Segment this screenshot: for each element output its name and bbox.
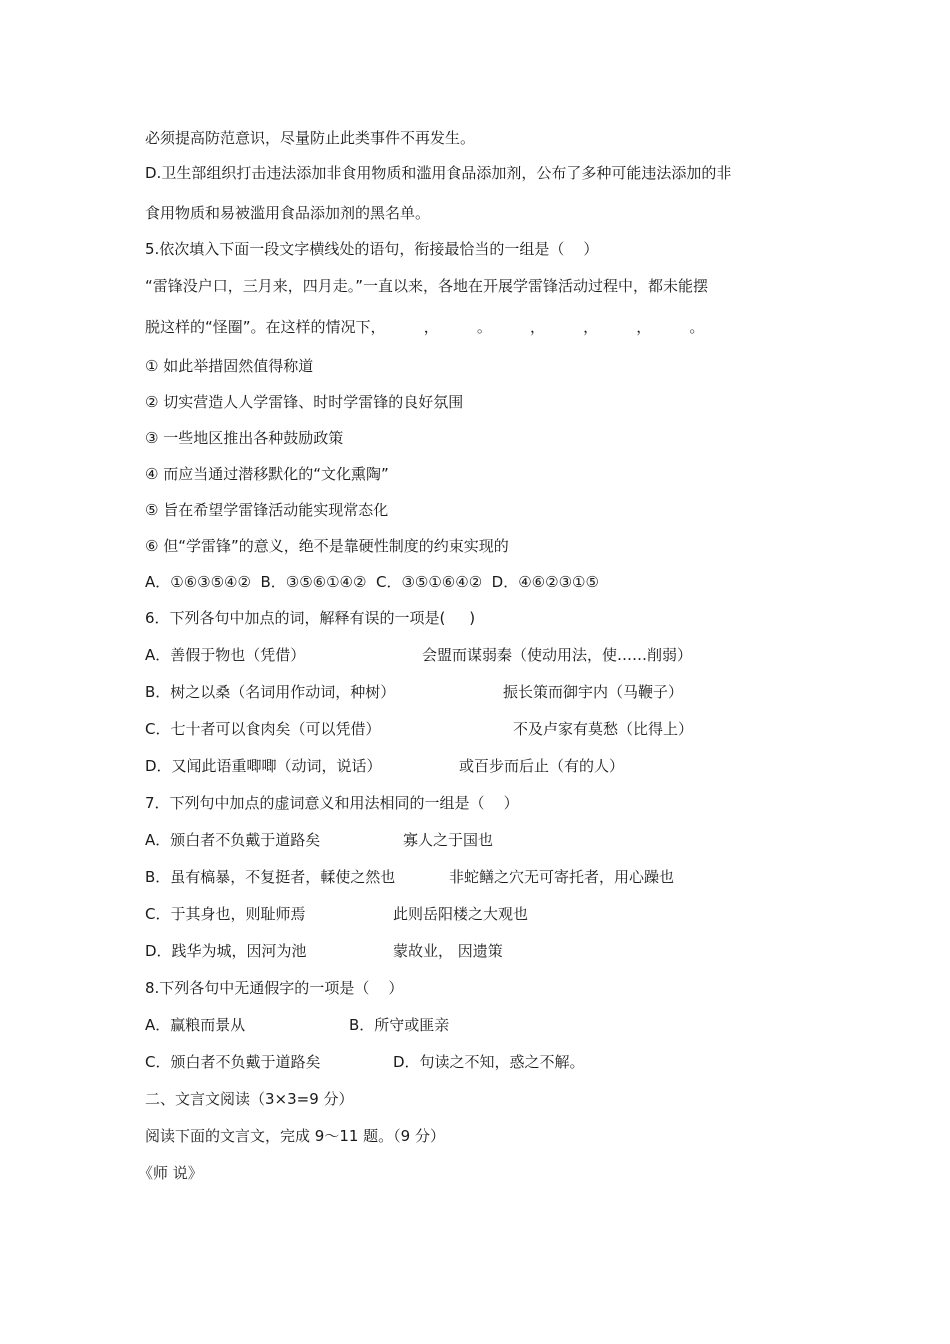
option-right: 振长策而御宇内（马鞭子）: [503, 683, 684, 701]
question-8: 8.下列各句中无通假字的一项是（ ）: [145, 979, 404, 997]
option-right: D．句读之不知，惑之不解。: [393, 1053, 585, 1071]
question-5: 5.依次填入下面一段文字横线处的语句，衔接最恰当的一组是（ ）: [145, 240, 599, 258]
section-heading: 二、文言文阅读（3×3=9 分）: [145, 1090, 354, 1108]
option-left: B．树之以桑（名词用作动词，种树）: [145, 683, 396, 701]
option-right: 或百步而后止（有的人）: [459, 757, 625, 775]
option-right: 会盟而谋弱秦（使动用法，使……削弱）: [422, 646, 693, 664]
list-item: ③ 一些地区推出各种鼓励政策: [145, 429, 344, 447]
option-right: B．所守或匪亲: [349, 1016, 450, 1034]
question-6: 6．下列各句中加点的词，解释有误的一项是( ): [145, 609, 476, 627]
option-left: A．善假于物也（凭借）: [145, 646, 306, 664]
option-left: C．于其身也，则耻师焉: [145, 905, 306, 923]
list-item: ② 切实营造人人学雷锋、时时学雷锋的良好氛围: [145, 393, 464, 411]
option-right: 不及卢家有莫愁（比得上）: [513, 720, 694, 738]
text-line: 必须提高防范意识，尽量防止此类事件不再发生。: [145, 129, 476, 147]
reading-instruction: 阅读下面的文言文，完成 9～11 题。（9 分）: [145, 1127, 445, 1145]
option-right: 此则岳阳楼之大观也: [393, 905, 529, 923]
option-right: 蒙故业， 因遗策: [393, 942, 503, 960]
text-line: 食用物质和易被滥用食品添加剂的黑名单。: [145, 204, 431, 222]
option-left: C．七十者可以食肉矣（可以凭借）: [145, 720, 381, 738]
passage-title: 《师 说》: [138, 1164, 203, 1182]
text-line: 脱这样的“怪圈”。在这样的情况下， ， 。 ， ， ， 。: [145, 318, 705, 336]
list-item: ⑥ 但“学雷锋”的意义，绝不是靠硬性制度的约束实现的: [145, 537, 509, 555]
option-right: 寡人之于国也: [403, 831, 494, 849]
option-right: 非蛇鳝之穴无可寄托者，用心躁也: [449, 868, 675, 886]
list-item: ① 如此举措固然值得称道: [145, 357, 314, 375]
option-left: A．颁白者不负戴于道路矣: [145, 831, 321, 849]
answer-options: A．①⑥③⑤④② B．③⑤⑥①④② C．③⑤①⑥④② D．④⑥②③①⑤: [145, 573, 599, 591]
text-line: D.卫生部组织打击违法添加非食用物质和滥用食品添加剂，公布了多种可能违法添加的非: [145, 164, 732, 182]
option-left: C．颁白者不负戴于道路矣: [145, 1053, 321, 1071]
list-item: ⑤ 旨在希望学雷锋活动能实现常态化: [145, 501, 389, 519]
option-left: B．虽有槁暴，不复挺者，輮使之然也: [145, 868, 396, 886]
option-left: D．践华为城，因河为池: [145, 942, 307, 960]
option-left: D．又闻此语重唧唧（动词，说话）: [145, 757, 382, 775]
text-line: “雷锋没户口，三月来，四月走。”一直以来，各地在开展学雷锋活动过程中，都未能摆: [145, 277, 709, 295]
option-left: A．赢粮而景从: [145, 1016, 246, 1034]
question-7: 7．下列句中加点的虚词意义和用法相同的一组是（ ）: [145, 794, 519, 812]
list-item: ④ 而应当通过潜移默化的“文化熏陶”: [145, 465, 389, 483]
